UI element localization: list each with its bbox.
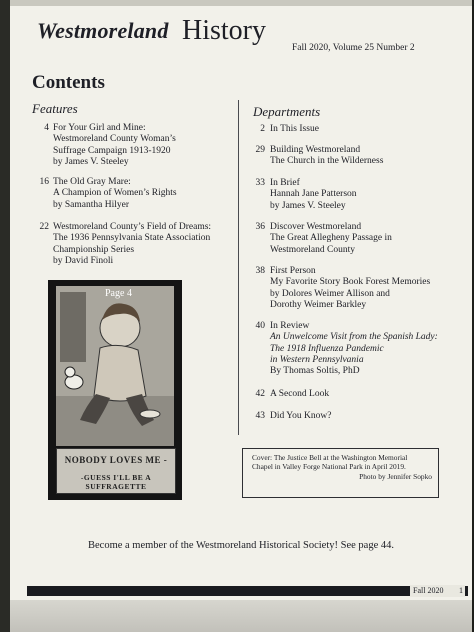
- department-subline: The 1918 Influenza Pandemic: [270, 343, 384, 354]
- page-bottom-shadow: [10, 600, 472, 632]
- magazine-page: [10, 0, 472, 632]
- feature-title-line: Westmoreland County Woman’s: [53, 134, 176, 145]
- poster-caption-line-1: NOBODY LOVES ME -: [64, 455, 168, 465]
- department-title: In Review: [270, 321, 310, 331]
- departments-heading: Departments: [253, 104, 321, 119]
- binding-edge: [0, 0, 10, 632]
- poster-page-label: Page 4: [105, 288, 132, 299]
- poster-caption-box: [56, 448, 176, 494]
- crying-child-illustration: [56, 286, 174, 446]
- top-edge: [10, 0, 472, 6]
- department-subline: Westmoreland County: [270, 244, 355, 255]
- department-page: 29: [255, 145, 265, 155]
- department-page: 40: [255, 321, 265, 331]
- cover-caption: [252, 453, 432, 481]
- feature-title-line: Suffrage Campaign 1913-1920: [53, 145, 171, 156]
- suffrage-poster: [48, 280, 182, 500]
- footer-season: Fall 2020: [413, 586, 444, 595]
- masthead-script-title: Westmoreland: [37, 18, 169, 43]
- feature-title-line: A Champion of Women’s Rights: [53, 188, 177, 199]
- department-subline: in Western Pennsylvania: [270, 354, 364, 365]
- feature-item: [32, 123, 242, 168]
- feature-page: 4: [44, 123, 49, 133]
- feature-author: by James V. Steeley: [53, 156, 129, 167]
- poster-illustration: [56, 286, 174, 446]
- department-page: 33: [255, 178, 265, 188]
- cover-caption-line: Cover: The Justice Bell at the Washington Memorial: [252, 453, 408, 462]
- cover-caption-line: Chapel in Valley Forge National Park in April 2019.: [252, 462, 406, 472]
- department-page: 43: [255, 411, 265, 421]
- department-item: [248, 222, 473, 256]
- department-title: A Second Look: [270, 389, 330, 399]
- department-item: [248, 321, 473, 377]
- department-subline: by James V. Steeley: [270, 200, 346, 211]
- department-title: In Brief: [270, 178, 300, 188]
- department-page: 38: [255, 266, 265, 276]
- department-subline: The Church in the Wilderness: [270, 156, 384, 167]
- membership-note: Become a member of the Westmoreland Historical Society! See page 44.: [88, 540, 394, 551]
- department-page: 2: [260, 124, 265, 134]
- feature-title-line: Westmoreland County’s Field of Dreams:: [53, 222, 212, 232]
- contents-title: Contents: [32, 72, 105, 93]
- poster-caption-line-2: -GUESS I'LL BE A SUFFRAGETTE: [80, 473, 152, 491]
- department-item: [248, 145, 473, 168]
- feature-page: 22: [39, 222, 49, 232]
- department-subline: The Great Allegheny Passage in: [270, 233, 392, 244]
- features-heading: Features: [32, 101, 78, 116]
- issue-info: Fall 2020, Volume 25 Number 2: [292, 43, 415, 53]
- department-page: 42: [255, 389, 265, 399]
- department-subline: By Thomas Soltis, PhD: [270, 366, 360, 377]
- department-title: First Person: [270, 266, 316, 276]
- feature-title-line: The Old Gray Mare:: [53, 177, 131, 187]
- department-item: [248, 411, 473, 422]
- feature-title-line: Championship Series: [53, 244, 135, 255]
- footer-page-number: 1: [459, 586, 463, 595]
- department-subline: Hannah Jane Patterson: [270, 189, 357, 200]
- feature-item: [32, 177, 242, 211]
- cover-photo-credit: Photo by Jennifer Sopko: [359, 471, 432, 481]
- footer-bar: [27, 586, 468, 596]
- department-subline: by Dolores Weimer Allison and: [270, 288, 390, 299]
- department-title: Building Westmoreland: [270, 145, 361, 155]
- feature-item: [32, 222, 242, 267]
- department-subline: Dorothy Weimer Barkley: [270, 299, 367, 310]
- department-item: [248, 178, 473, 212]
- department-item: [248, 389, 473, 400]
- department-subline: An Unwelcome Visit from the Spanish Lady:: [270, 332, 438, 343]
- department-item: [248, 124, 473, 135]
- department-title: In This Issue: [270, 124, 319, 134]
- department-page: 36: [255, 222, 265, 232]
- feature-title-line: The 1936 Pennsylvania State Association: [53, 233, 211, 244]
- masthead-title-word: History: [182, 15, 266, 46]
- feature-title-line: For Your Girl and Mine:: [53, 123, 146, 133]
- feature-author: by Samantha Hilyer: [53, 199, 129, 210]
- department-title: Did You Know?: [270, 411, 332, 421]
- feature-author: by David Finoli: [53, 255, 114, 266]
- department-item: [248, 266, 473, 311]
- feature-page: 16: [39, 177, 49, 187]
- department-title: Discover Westmoreland: [270, 222, 362, 232]
- department-subline: My Favorite Story Book Forest Memories: [270, 277, 431, 288]
